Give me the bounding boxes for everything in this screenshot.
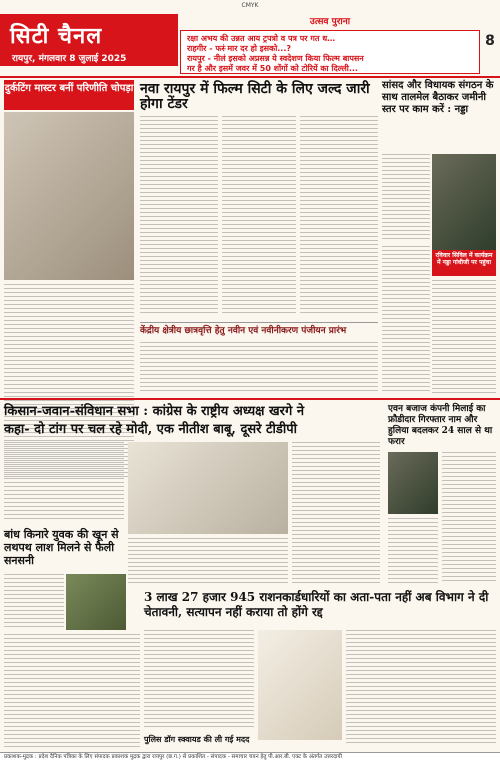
ration-headline: 3 लाख 27 हजार 945 राशनकार्डधारियों का अता-पता नहीं अब विभाग ने दी चेतावनी, सत्यापन नहीं कराया तो होंगे रद्द: [144, 590, 489, 619]
fraud-body-left: [388, 518, 438, 584]
main-story-col1: [140, 116, 218, 316]
nadda-photo-caption: रविवार सिविल में कार्यक्रम में नड्डा गांधीजी पर पहुंचा: [432, 250, 496, 276]
page-number: 8: [485, 33, 495, 49]
cmyk-marker: CMYK: [241, 2, 259, 9]
left-story-headline: दुर्कटिंग मास्टर बनीं परिणीति चोपड़ा: [4, 80, 134, 110]
teaser-line: राहगीर - फस्‍ं मार दर हो इसको...?: [187, 44, 292, 53]
ration-infographic: [258, 630, 342, 740]
right-story-body-left: [382, 246, 430, 394]
teaser-line: रायपुर - नीलं इसको अप्रसन्न ये स्वदेशण किया फिल्म बापसन: [187, 54, 364, 63]
kharge-rally-photo: [128, 442, 288, 534]
kharge-headline-2: कहा- दो टांग पर चल रहे मोदी, एक नीतीश बाबू, दूसरे टीडीपी: [4, 422, 297, 437]
right-story-headline: सांसद और विधायक संगठन के साथ तालमेल बैठाकर जमीनी स्तर पर काम करें : नड्डा: [382, 80, 494, 115]
kharge-body-col2: [128, 538, 288, 584]
teaser-label: उत्सव पुराना: [309, 17, 351, 27]
kharge-headline-1: किसान-जवान-संविधान सभा : कांग्रेस के राष्ट्रीय अध्यक्ष खरगे ने: [4, 404, 305, 419]
masthead-divider: [0, 76, 500, 78]
issue-date: रायपुर, मंगलवार 8 जुलाई 2025: [12, 54, 127, 64]
section-title: सिटी चैनल: [10, 23, 103, 49]
right-story-body-top: [382, 154, 430, 242]
scholarship-body: [140, 342, 378, 394]
scholarship-headline: केंद्रीय क्षेत्रीय छात्रवृत्ति हेतु नवीन एवं नवीनीकरण पंजीयन प्रारंभ: [140, 326, 347, 336]
teaser-line: रक्षा अभय की उन्नत आय ट्रपत्रो व ‍पत्र पर गत ध…: [187, 34, 336, 43]
accused-photo: [388, 452, 438, 514]
teaser-box: [180, 30, 480, 74]
parineeti-photo: [4, 112, 134, 280]
dam-story-body-left: [4, 574, 64, 630]
fraud-body-right: [442, 452, 496, 584]
main-story-col3: [300, 116, 378, 316]
scholarship-divider: [140, 322, 378, 323]
imprint-footer: प्रकाशक-मुद्रक : प्रदेश दैनिक पत्रिका के लिए संपादक प्रकाशक मुद्रक द्वारा रायपुर (छ.ग.) से प्रकाशित - संपादक - समाचार चयन हेतु पी.आर.बी. एक्ट के अंतर्गत उत्तरदायी: [0, 752, 500, 766]
kharge-body-col1: [4, 442, 124, 522]
kharge-body-col3: [292, 442, 380, 584]
main-story-headline: नवा रायपुर में फिल्म सिटी के लिए जल्द जारी होगा टेंडर: [140, 81, 370, 112]
main-story-col2: [222, 116, 296, 316]
dam-story-body: [4, 634, 140, 748]
section-masthead: [0, 14, 178, 66]
section-divider: [0, 398, 500, 400]
ration-body-col1: [144, 630, 254, 730]
dam-story-headline: बांध किनारे युवक की खून से लथपथ लाश मिलने से फैली सनसनी: [4, 528, 119, 567]
nadda-photo: [432, 154, 496, 250]
teaser-line: गर है और इसमें जवर में 50 शोंगों को टोरियें का दिल्‍ली...: [187, 64, 358, 73]
police-box-headline: पुलिस डॉग स्क्वायड की ली गई मदद: [144, 734, 250, 744]
right-story-body-right: [432, 280, 496, 394]
fraud-headline: एवन बजाज कंपनी मिलाई का फ्रौडीदार गिरफ्तार नाम और हुलिया बदलकर 24 साल से था फरार: [388, 404, 493, 447]
dam-site-photo: [66, 574, 126, 630]
ration-body-col2: [346, 630, 496, 746]
